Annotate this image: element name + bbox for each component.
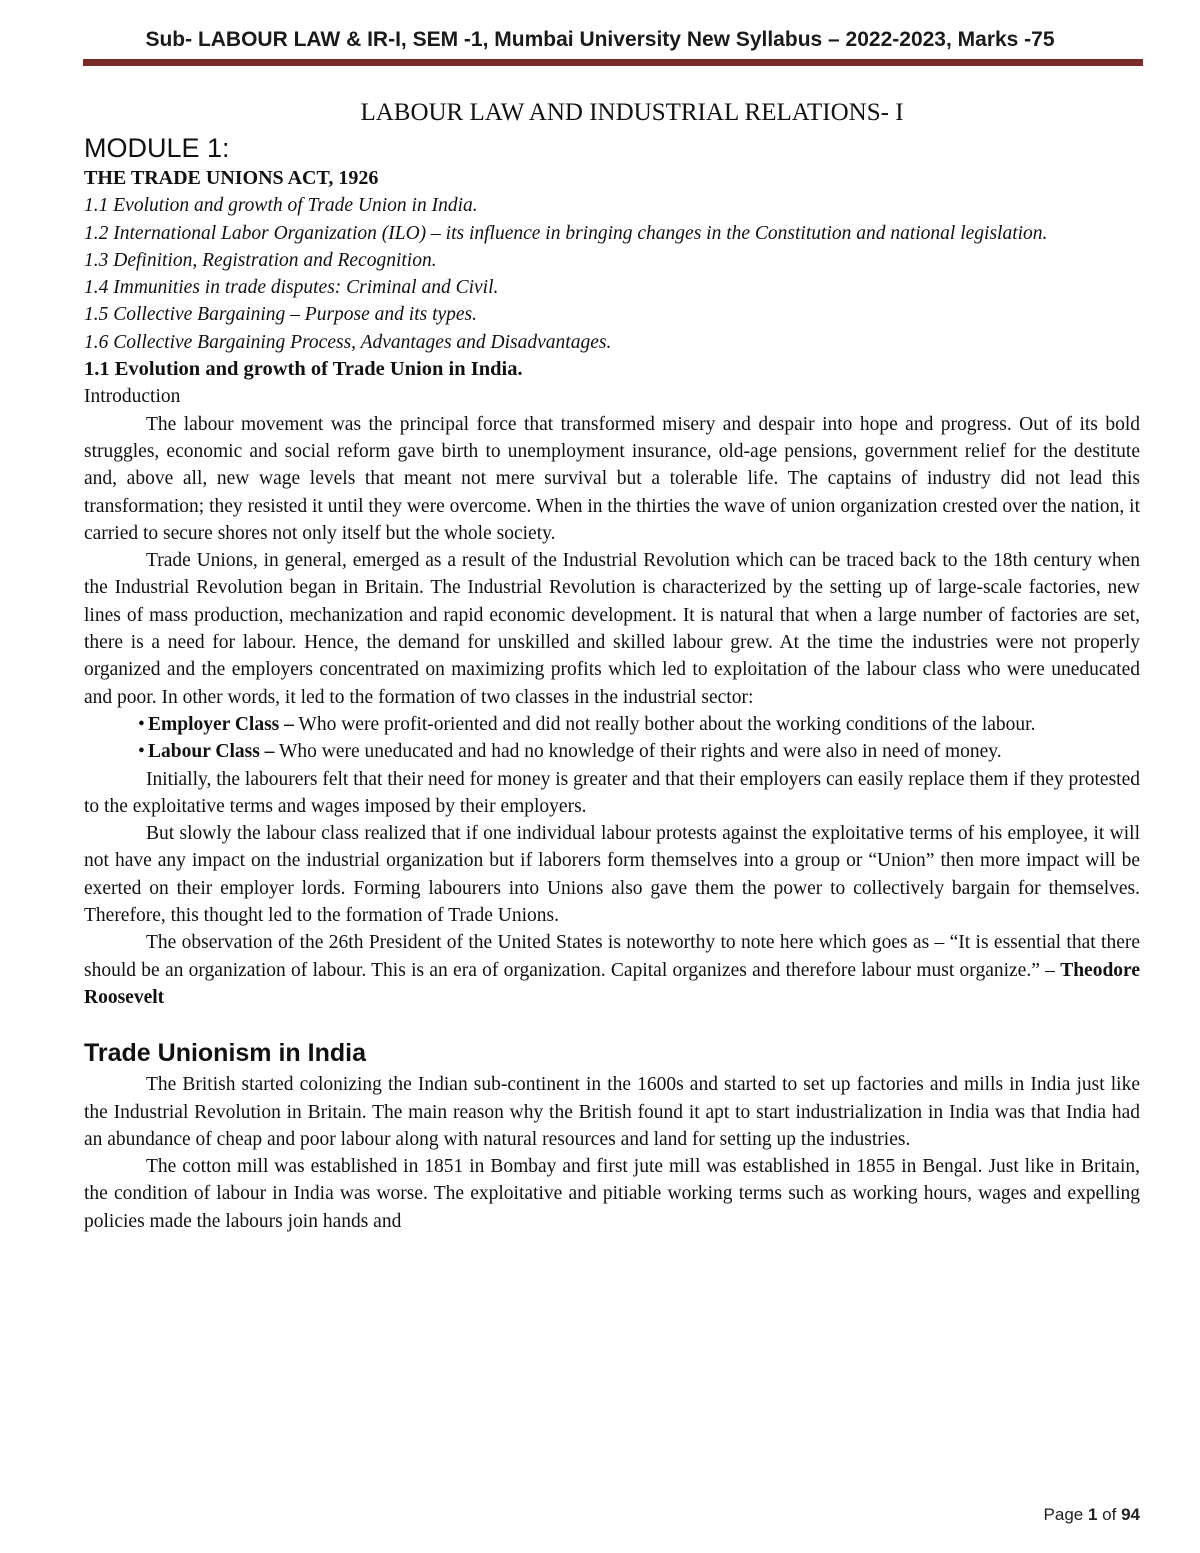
introduction-label: Introduction (84, 386, 181, 408)
list-item-text: Who were uneducated and had no knowledge of their rights and were also in need of money. (274, 741, 1002, 763)
header-title: Sub- LABOUR LAW & IR-I, SEM -1, Mumbai University New Syllabus – 2022-2023, Marks -75 (145, 28, 1055, 51)
header-divider (83, 59, 1143, 66)
paragraph: Initially, the labourers felt that their need for money is greater and that their employers can easily replace them if they protested to the exploitative terms and wages imposed by their employers. (84, 768, 1140, 817)
document-title: LABOUR LAW AND INDUSTRIAL RELATIONS- I (360, 99, 904, 126)
list-item-text: Who were profit-oriented and did not really bother about the working conditions of the labour. (293, 713, 1036, 735)
paragraph: But slowly the labour class realized that if one individual labour protests against the exploitative terms of his employee, it will not have any impact on the industrial organization but if laborers form themselves into a group or “Union” then more impact will be exerted on their employer lords. Forming labourers into Unions also gave them the power to collectively bargain for themselves. Therefore, this thought led to the formation of Trade Unions. (84, 823, 1140, 927)
paragraph: Trade Unions, in general, emerged as a result of the Industrial Revolution which can be traced back to the 18th century when the Industrial Revolution began in Britain. The Industrial Revolution is characterized by the setting up of large-scale factories, new lines of mass production, mechanization and rapid economic development. It is natural that when a large number of factories are set, there is a need for labour. Hence, the demand for unskilled and skilled labour grew. At the time the industries were not properly organized and the employers concentrated on maximizing profits which led to exploitation of the labour class who were uneducated and poor. In other words, it led to the formation of two classes in the industrial sector: (84, 550, 1140, 708)
module-title: MODULE 1: (84, 133, 230, 163)
paragraph: The cotton mill was established in 1851 in Bombay and first jute mill was established in 1855 in Bengal. Just like in Britain, the condition of labour in India was worse. The exploitative and pitiable working terms such as working hours, wages and expelling policies made the labours join hands and (84, 1156, 1140, 1232)
bullet-icon: • (138, 741, 145, 763)
section-heading: 1.1 Evolution and growth of Trade Union in India. (84, 358, 523, 381)
page-current: 1 (1087, 1505, 1098, 1524)
quote-paragraph (84, 929, 1140, 1011)
list-item-term: Labour Class – (148, 741, 275, 763)
topic-item: 1.2 International Labor Organization (ILO) – its influence in bringing changes in the Constitution and national legislation. (84, 222, 1048, 244)
page-of: of (1097, 1505, 1122, 1524)
topic-item: 1.5 Collective Bargaining – Purpose and its types. (84, 304, 478, 326)
paragraph: The labour movement was the principal force that transformed misery and despair into hope and progress. Out of its bold struggles, economic and social reform gave birth to unemployment insurance, old-age pensions, government relief for the destitute and, above all, new wage levels that meant not mere survival but a tolerable life. The captains of industry did not lead this transformation; they resisted it until they were overcome. When in the thirties the wave of union organization crested over the nation, it carried to secure shores not only itself but the whole society. (84, 413, 1140, 544)
page-header (0, 28, 1200, 52)
topic-item: 1.4 Immunities in trade disputes: Criminal and Civil. (84, 277, 499, 299)
list-item-term: Employer Class – (148, 713, 294, 735)
page-number (1044, 1505, 1140, 1525)
topic-item: 1.6 Collective Bargaining Process, Advantages and Disadvantages. (84, 331, 612, 353)
topic-item: 1.1 Evolution and growth of Trade Union in India. (84, 195, 478, 217)
act-title: THE TRADE UNIONS ACT, 1926 (84, 167, 379, 189)
page-label: Page (1043, 1505, 1088, 1524)
page-total: 94 (1121, 1505, 1140, 1524)
quote-text: The observation of the 26th President of the United States is noteworthy to note here which goes as – “It is essential that there should be an organization of labour. This is an era of organization. Capital organizes and therefore labour must organize.” – (84, 932, 1140, 981)
topic-list (84, 192, 1140, 356)
list-item (84, 738, 1140, 765)
document-body (84, 97, 1140, 1235)
paragraph: The British started colonizing the Indian sub-continent in the 1600s and started to set up factories and mills in India just like the Industrial Revolution in Britain. The main reason why the British found it apt to start industrialization in India was that India had an abundance of cheap and poor labour along with natural resources and land for setting up the industries. (84, 1074, 1140, 1150)
trade-unionism-heading: Trade Unionism in India (84, 1039, 366, 1068)
topic-item: 1.3 Definition, Registration and Recognition. (84, 249, 437, 271)
quote-author: Theodore Roosevelt (84, 959, 1140, 1008)
class-list (84, 711, 1140, 766)
list-item (84, 711, 1140, 738)
bullet-icon: • (138, 713, 145, 735)
